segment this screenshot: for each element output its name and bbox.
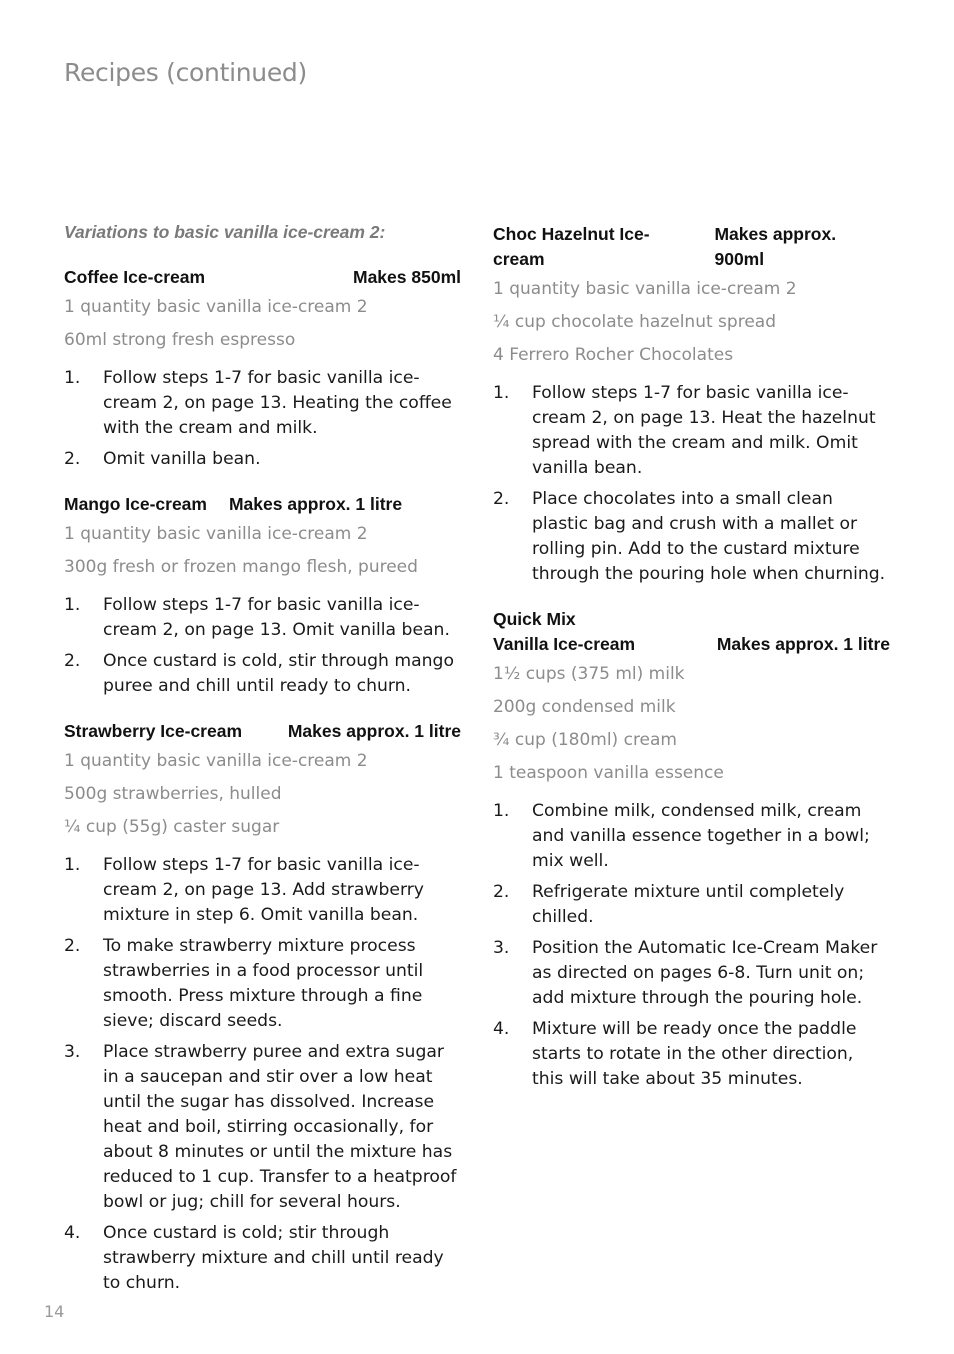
page-title: Recipes (continued) [64, 58, 307, 87]
ingredient: 200g condensed milk [493, 697, 676, 717]
ingredient-list [64, 750, 461, 839]
recipe-name: Mango Ice-cream [64, 494, 207, 514]
recipe-coffee [64, 265, 461, 472]
recipe-name: Strawberry Ice-cream [64, 721, 243, 741]
recipe-heading [64, 719, 461, 744]
method-step: 4. Mixture will be ready once the paddle starts to rotate in the other direction, this will take about 35 minutes. [493, 1019, 857, 1089]
recipe-yield: Makes 850ml [353, 267, 461, 287]
ingredient-list [493, 278, 890, 367]
ingredient: 60ml strong fresh espresso [64, 330, 296, 350]
method-step: 1. Follow steps 1-7 for basic vanilla ice-cream 2, on page 13. Heating the coffee with the cream and milk. [64, 368, 452, 438]
recipe-choc-hazelnut [493, 222, 890, 587]
method-step: 3. Position the Automatic Ice-Cream Maker as directed on pages 6-8. Turn unit on; add mixture through the pouring hole. [493, 938, 878, 1008]
left-column [64, 222, 461, 1316]
ingredient: 1 quantity basic vanilla ice-cream 2 [493, 279, 797, 299]
ingredient: ¼ cup (55g) caster sugar [64, 817, 280, 837]
method-step: 2. Refrigerate mixture until completely chilled. [493, 882, 845, 927]
recipe-heading [64, 492, 461, 517]
recipe-name-line2: Vanilla Ice-cream [493, 634, 636, 654]
ingredient: 300g fresh or frozen mango flesh, pureed [64, 557, 418, 577]
method-steps [493, 799, 890, 1092]
ingredient-list [493, 663, 890, 785]
method-step: 2. Place chocolates into a small clean plastic bag and crush with a mallet or rolling pin. Add to the custard mixture through the pouring hole when churning. [493, 489, 886, 584]
ingredient: 1 quantity basic vanilla ice-cream 2 [64, 524, 368, 544]
method-steps [493, 381, 890, 587]
recipe-heading [493, 222, 890, 272]
method-step: 2. Omit vanilla bean. [64, 449, 261, 469]
ingredient: 1 quantity basic vanilla ice-cream 2 [64, 297, 368, 317]
recipe-heading [493, 607, 890, 657]
recipe-yield: Makes approx. 1 litre [716, 634, 890, 654]
method-step: 1. Follow steps 1-7 for basic vanilla ice-cream 2, on page 13. Omit vanilla bean. [64, 595, 450, 640]
recipe-strawberry [64, 719, 461, 1296]
ingredient-list [64, 296, 461, 352]
recipe-name: Coffee Ice-cream [64, 267, 206, 287]
method-step: 3. Place strawberry puree and extra sugar in a saucepan and stir over a low heat until the sugar has dissolved. Increase heat and boil, stirring occasionally, for about 8 minutes or until the mixture has reduced to 1 cup. Transfer to a heatproof bowl or jug; chill for several hours. [64, 1042, 457, 1212]
recipe-yield: Makes approx. 900ml [714, 224, 837, 269]
recipe-mango [64, 492, 461, 699]
recipe-heading [64, 265, 461, 290]
method-step: 4. Once custard is cold; stir through strawberry mixture and chill until ready to churn. [64, 1223, 444, 1293]
method-step: 2. Once custard is cold, stir through mango puree and chill until ready to churn. [64, 651, 454, 696]
recipe-yield: Makes approx. 1 litre [228, 494, 403, 514]
ingredient: ¼ cup chocolate hazelnut spread [493, 312, 776, 332]
variations-intro: Variations to basic vanilla ice-cream 2: [64, 222, 386, 242]
ingredient-list [64, 523, 461, 579]
recipe-name-line1: Quick Mix [493, 609, 576, 629]
ingredient: 1 quantity basic vanilla ice-cream 2 [64, 751, 368, 771]
page-number: 14 [44, 1302, 65, 1321]
ingredient: 500g strawberries, hulled [64, 784, 282, 804]
right-column [493, 222, 890, 1112]
recipe-yield: Makes approx. 1 litre [287, 721, 461, 741]
method-step: 1. Follow steps 1-7 for basic vanilla ice-cream 2, on page 13. Add strawberry mixture in step 6. Omit vanilla bean. [64, 855, 424, 925]
ingredient: 4 Ferrero Rocher Chocolates [493, 345, 734, 365]
method-steps [64, 853, 461, 1296]
recipe-quick-mix-vanilla [493, 607, 890, 1092]
method-step: 1. Follow steps 1-7 for basic vanilla ice-cream 2, on page 13. Heat the hazelnut spread with the cream and milk. Omit vanilla bean. [493, 383, 876, 478]
method-steps [64, 593, 461, 699]
recipe-name: Choc Hazelnut Ice-cream [493, 224, 650, 269]
ingredient: 1 teaspoon vanilla essence [493, 763, 724, 783]
ingredient: ¾ cup (180ml) cream [493, 730, 677, 750]
method-step: 1. Combine milk, condensed milk, cream and vanilla essence together in a bowl; mix well. [493, 801, 870, 871]
method-steps [64, 366, 461, 472]
method-step: 2. To make strawberry mixture process strawberries in a food processor until smooth. Press mixture through a fine sieve; discard seeds. [64, 936, 424, 1031]
ingredient: 1½ cups (375 ml) milk [493, 664, 685, 684]
